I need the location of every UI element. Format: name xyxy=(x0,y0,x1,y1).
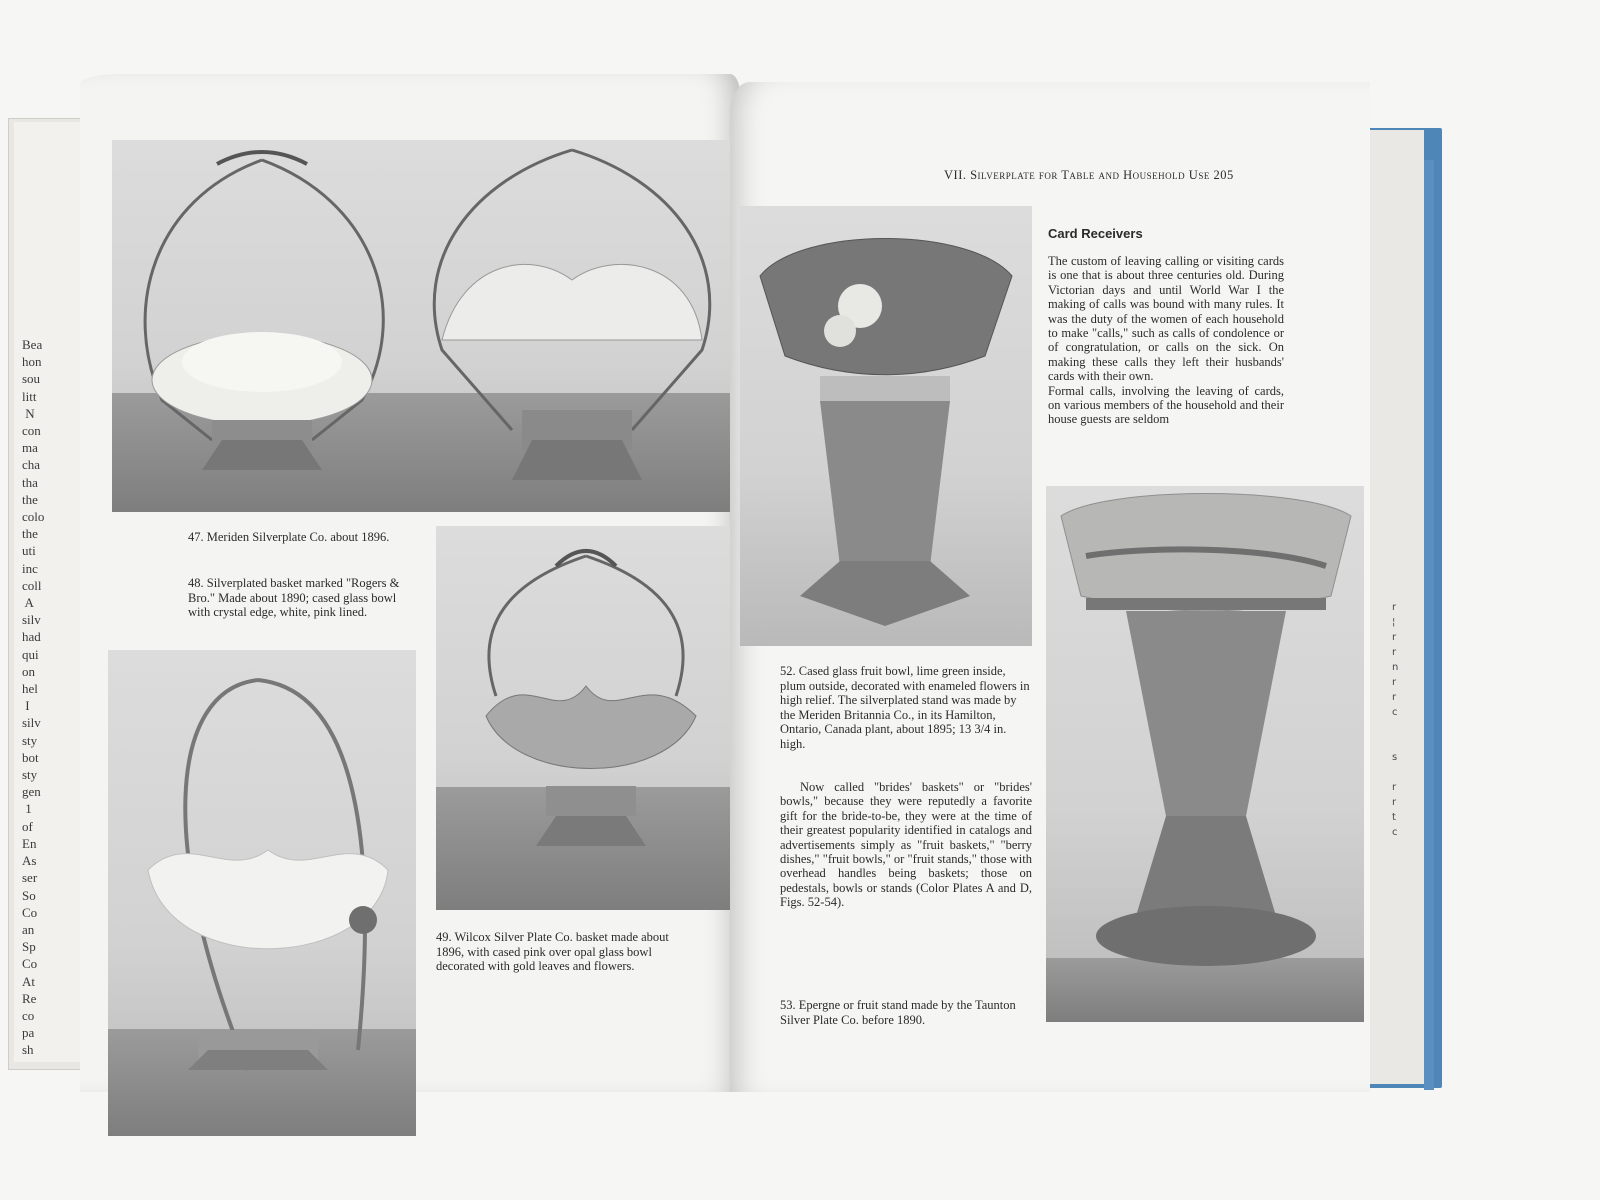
caption-figure-52: 52. Cased glass fruit bowl, lime green inside, plum outside, decorated with enameled flowers in high relief. The silverplated stand was made by the Meriden Britannia Co., in its Hamilton, Ontario, Canada plant, about 1895; 13 3/4 in. high. xyxy=(780,664,1030,751)
card-receivers-text: The custom of leaving calling or visiting cards is one that is about three centuries old. During Victorian days and until World War I the making of calls was bound with many rules. It was the duty of the women of each household to make "calls," such as calls of condolence or of congratulation, or calls on the sick. On making these calls they left their husbands' cards with their own. Formal calls, involving the leaving of cards, on various members of the household and their house guests are seldom xyxy=(1048,254,1284,427)
photo-figure-49 xyxy=(436,526,732,910)
cover-spine-edge xyxy=(1424,160,1434,1090)
left-page-cut-text: Bea hon sou litt N con ma cha tha the colo the uti inc coll A silv had qui on hel I silv sty bot sty gen 1 of En As ser So Co an Sp Co At Re co pa sh xyxy=(22,337,45,1058)
right-edge-marks: r ¦ r r n r r c s r r t c xyxy=(1392,602,1399,838)
running-head: VII. Silverplate for Table and Household Use 205 xyxy=(944,168,1234,182)
photo-figure-47-48 xyxy=(112,140,732,512)
photo-figure-52 xyxy=(740,206,1032,646)
caption-figure-48: 48. Silverplated basket marked "Rogers & Bro." Made about 1890; cased glass bowl with crystal edge, white, pink lined. xyxy=(188,576,400,619)
caption-figure-53: 53. Epergne or fruit stand made by the Taunton Silver Plate Co. before 1890. xyxy=(780,998,1016,1027)
caption-figure-49: 49. Wilcox Silver Plate Co. basket made about 1896, with cased pink over opal glass bowl decorated with gold leaves and flowers. xyxy=(436,930,669,973)
section-heading: Card Receivers xyxy=(1048,226,1143,241)
brides-baskets-text: Now called "brides' baskets" or "brides' bowls," because they were reputedly a favorite gift for the bride-to-be, they were at the time of their greatest popularity identified in catalogs and advertisements simply as "fruit baskets," "berry dishes," "fruit bowls," or "fruit stands," those with overhead handles being baskets; those on pedestals, bowls or stands (Color Plates A and D, Figs. 52-54). xyxy=(780,780,1032,910)
caption-figure-47: 47. Meriden Silverplate Co. about 1896. xyxy=(188,530,390,544)
photo-figure-53 xyxy=(1046,486,1364,1022)
photo-figure-48 xyxy=(108,650,416,1136)
